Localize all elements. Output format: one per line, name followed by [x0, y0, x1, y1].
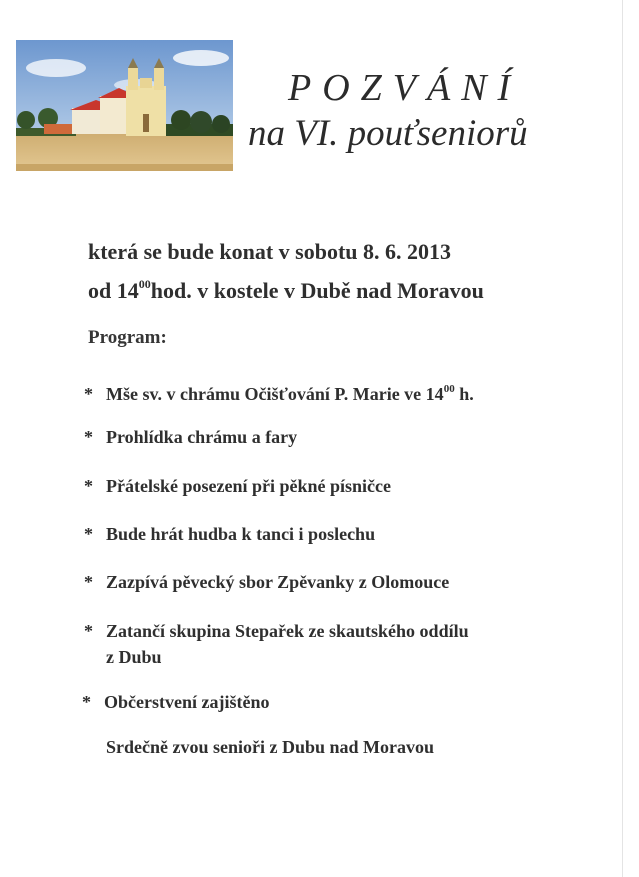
program-item-continuation: z Dubu [106, 647, 162, 667]
program-item-sup: 00 [443, 383, 455, 395]
bullet-star: * [84, 524, 93, 544]
program-item-text: Občerstvení zajištěno [104, 692, 270, 712]
location-text: hod. v kostele v Dubě nad Moravou [150, 278, 484, 303]
program-item [82, 689, 269, 715]
program-item [84, 521, 375, 547]
bullet-star: * [84, 572, 93, 592]
invitation-title: POZVÁNÍ [288, 67, 522, 109]
event-date-line: která se bude konat v sobotu 8. 6. 2013 [88, 239, 452, 264]
closing-signature: Srdečně zvou senioři z Dubu nad Moravou [106, 737, 435, 757]
program-item [84, 424, 297, 450]
program-heading: Program: [88, 327, 167, 348]
scan-edge [622, 0, 623, 877]
time-minutes: 00 [138, 277, 151, 291]
bullet-star: * [84, 476, 93, 496]
bullet-star: * [82, 692, 91, 712]
program-item [84, 376, 474, 407]
program-item-text: Prohlídka chrámu a fary [106, 427, 298, 447]
invitation-subtitle: na VI. pouťseniorů [248, 113, 528, 154]
event-time-line [88, 268, 484, 307]
bullet-star: * [84, 427, 93, 447]
program-item-text: Zatančí skupina Stepařek ze skautského oddílu [106, 621, 469, 641]
program-item-after: h. [454, 384, 474, 404]
program-item-text: Přátelské posezení při pěkné písničce [106, 476, 391, 496]
bullet-star: * [84, 621, 93, 641]
program-item [84, 618, 469, 670]
program-item-text: Mše sv. v chrámu Očišťování P. Marie ve 14 [106, 384, 444, 404]
time-prefix: od 14 [88, 278, 139, 303]
bullet-star: * [84, 384, 93, 404]
program-item-text: Zazpívá pěvecký sbor Zpěvanky z Olomouce [106, 572, 450, 592]
program-item [84, 569, 449, 595]
program-item [84, 473, 391, 499]
event-details [88, 236, 484, 307]
church-photo [16, 40, 233, 171]
program-item-text: Bude hrát hudba k tanci i poslechu [106, 524, 376, 544]
